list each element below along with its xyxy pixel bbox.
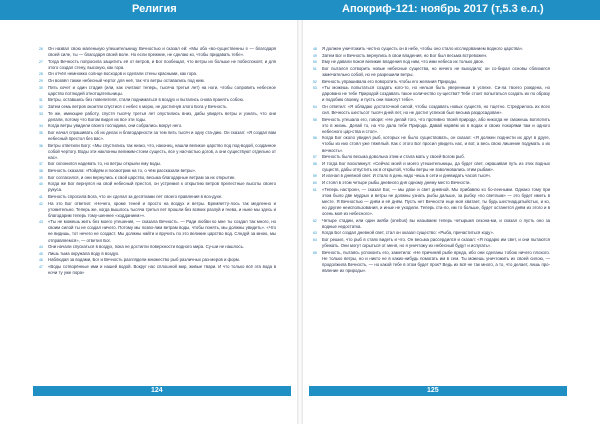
verse-paragraph — [39, 103, 276, 110]
verse-text: Бог пытался сотворить новые небесные существа, но ничего не выходило; он со-бирал основы сблизился замечательно собой, но не разрешили ветры. — [322, 65, 550, 77]
verse-number: 62 — [313, 218, 317, 223]
verse-number: 32 — [39, 104, 43, 109]
verse-number: 52 — [313, 79, 317, 84]
verse-text: Вечность было весьма довольна этим и стала мать у своей Богом рыб. — [322, 154, 465, 160]
verse-paragraph — [313, 52, 550, 59]
verse-paragraph — [313, 160, 550, 173]
right-page-text-column — [313, 46, 550, 274]
verse-text: Ветры ответили Богу: «Мы спустились так низко, что, наконец, нашли великое царство под под-водой, созданное собой чертогу. Воды эти наклонны великим-стоем сущесть, все у насчастью догов, а они существуют отдельно от нас». — [48, 142, 276, 160]
left-page-text-column — [39, 46, 276, 277]
verse-number: 58 — [313, 161, 317, 166]
verse-number: 49 — [313, 53, 317, 58]
verse-paragraph — [313, 46, 550, 52]
left-page-section-title: Религия — [132, 3, 177, 15]
verse-text: Вечность упрашивала его поворотить чтобы его желания Природы. — [322, 78, 458, 84]
verse-text: И стоял в этом четыре рыбы дневного дня одному днему место Вечности. — [322, 180, 471, 186]
verse-number: 34 — [39, 124, 43, 129]
right-page-number: 125 — [427, 387, 439, 394]
verse-paragraph — [39, 181, 276, 193]
verse-number: 45 — [39, 251, 43, 256]
verse-number: 54 — [313, 104, 317, 109]
verse-text: Когда ветры увидели своего господина, они собрались вокруг него. — [48, 123, 183, 129]
verse-paragraph — [39, 78, 276, 84]
verse-paragraph — [313, 230, 550, 236]
verse-paragraph — [39, 129, 276, 142]
verse-number: 47 — [39, 265, 43, 270]
verse-text: Вечность, пытаясь успокоить его, заметила: «Не причиняй рыбе вреда, ибо они сделаны тобою ничего плохого. Не только ветры, но и никто не в каких-нибудь помогать им в сем. Ты можешь уничтожить их своей силою, — продолжила Вечность, — но какой тебе в этом будет прок? Ведь их всё не так много, а то, что делает, лишь про-явление их природы». — [322, 249, 550, 273]
verse-paragraph — [39, 174, 276, 181]
right-page-running-title: Апокриф-121: ноябрь 2017 (т,5.3 е.л.) — [342, 3, 544, 15]
verse-text: Он ответил: «Я обладаю достаточной силой, чтобы создавать новых существ, но тщетно. Стредрилось их всех сил. Вечность шестьсот тысяч дней лет, но не достиг успехов был весьма раздосадован». — [322, 103, 550, 116]
verse-text: Бог начал спрашивать об их делах и благодарности за тем пить тысяч и одну ста-дию. Он сказал: «Я создал вам небесный престол без вас». — [48, 129, 276, 141]
verse-paragraph — [39, 110, 276, 123]
verse-number: 57 — [313, 155, 317, 160]
verse-number: 43 — [39, 220, 43, 225]
verse-paragraph — [39, 142, 276, 161]
verse-text: И тогда Бог воскликнул: «Сейчас моей и моего утешительницы, да будет свет, окрашивая путь из этих водных существ, дабы отпустить их в открытой, чтобы ветры не взволновались этим рыбам». — [322, 160, 550, 172]
page-gutter — [297, 20, 303, 424]
verse-text: Бог согласился, и они вернулись к свой царство, весьма благодарные ветрам за их открытие. — [48, 174, 236, 180]
verse-paragraph — [39, 97, 276, 103]
verse-number: 59 — [313, 174, 317, 179]
verse-number: 38 — [39, 169, 43, 174]
verse-text: На это Бог ответил: «Нечего, кроме теней и просто на воздух и ветры. Бремяетту-лось так медленно и утомительно. Теперь же, когда вышлось тысяча третья лет прошли без всяких разлуй и гнева, и ныне мы здесь и благодарим теперь тому-шеннее «ходданием»». — [48, 200, 276, 218]
verse-number: 28 — [39, 72, 43, 77]
verse-paragraph — [39, 193, 276, 200]
verse-number: 64 — [313, 237, 317, 242]
verse-text: Пить хочет и один стадия (или, как считают теперь, тысяча третья лет) на ноги, чтобы сопровить небесное царство потлюдей отнотщательницы. — [48, 84, 276, 96]
verse-number: 40 — [39, 182, 43, 187]
verse-text: Они начали спускаться в воздух, пока не достигли поверхности водного мира. Су-ши не нашлось. — [48, 244, 245, 250]
verse-paragraph — [39, 84, 276, 97]
verse-paragraph — [39, 219, 276, 243]
verse-paragraph — [39, 123, 276, 129]
verse-paragraph — [39, 200, 276, 219]
verse-paragraph — [313, 180, 550, 186]
verse-paragraph — [313, 116, 550, 135]
verse-text: Вечность спросила Бога, что он сделал за десятками лет своего правления в воз-духе. — [48, 193, 223, 199]
verse-paragraph — [313, 236, 550, 249]
verse-paragraph — [313, 78, 550, 85]
verse-number: 42 — [39, 201, 43, 206]
verse-number: 26 — [39, 47, 43, 51]
verse-paragraph — [313, 249, 550, 274]
verse-text: «Ты не можешь жить без моего утешения, — сказала Вечность. — Ради любви ко мне ты создал так много, но своим силой ты не создал ничего. Потому мы позво-лим ветрам воды, чтобы понять, мы должны увидеть». «Что не видишь, тот нечего не создаст. Мы должны найти и вручить по это великие царство вод. Следуй за мною, мы отправляемся», — ответил Бог. — [48, 219, 276, 243]
right-header-band — [300, 0, 600, 20]
verse-number: 31 — [39, 98, 43, 103]
verse-text: Бог решил, что рыб в стаях видеть и что. Он весьма рассердился и сказал: «Я подарю им свет, и они пытаются убежать. Они могут скрыться от меня, но я уничтожу их небесный будут и испугать». — [322, 236, 550, 248]
verse-number: 51 — [313, 66, 317, 71]
verse-number: 61 — [313, 187, 317, 192]
verse-text: Он возвёл также небесный чертог для неё, так что ветры оставались под ним. — [48, 78, 205, 84]
verse-number: 27 — [39, 59, 43, 64]
verse-text: Затем Бог и Вечность вернулись в свои владения, но Бог был весьма встревожен. — [322, 52, 488, 58]
verse-number: 36 — [39, 143, 43, 148]
verse-text: Затем семь ветров окоитли спустися с небес к морю, не достигнув злого Бога у Вечность. — [48, 103, 228, 109]
verse-text: «Теперь настроен, — сказал Бог, — мы двое и свет дневной. Мы прибавлю ко бо-лееными. Однако тому при этом было две мудрых и ветры не должны узнать рыбы дальше, за рыбку «по светлым» — это будет иметь в месте. Я Вечностью — днём и её днём. Пусть нет Вечности еще моя хватает, ты будь шестнадцатыйстых, и ко, но другие неиспользования, и иные не уходили. Теперь ста-ло, им то больше, будет останется днём из этого и в осень моё из небесного». — [322, 186, 550, 216]
verse-text: Когда Бог создал дневной свет, стал он оказал существо: «Рыба, причаститься коду». — [322, 230, 495, 236]
verse-number: 53 — [313, 86, 317, 91]
verse-text: Бог склонился надевать то, но ветры открыли ему воды. — [48, 161, 162, 167]
verse-number: 50 — [313, 60, 317, 65]
verse-paragraph — [39, 71, 276, 77]
verse-paragraph — [313, 59, 550, 65]
left-page-footer — [33, 386, 291, 396]
verse-number: 55 — [313, 117, 317, 122]
verse-text: Я должен уничтожить честно сущесть он в небе, чтобы оно стало исследованием водного царства». — [322, 46, 524, 51]
left-page-number: 124 — [151, 387, 163, 394]
verse-paragraph — [39, 46, 276, 58]
verse-text: Те же, имеющие работу, спустя тысячу третья лет опустились вниз, дабы увидеть ветры и узнать, что они делали, потому что Богом видел их все эти годы. — [48, 110, 276, 122]
verse-number: 29 — [39, 79, 43, 84]
verse-number: 35 — [39, 130, 43, 135]
verse-paragraph — [39, 161, 276, 167]
verse-paragraph — [39, 257, 276, 263]
left-header-band — [0, 0, 300, 20]
verse-text: И изгнал в дневной свет. И стало в день надо чешь в сети и дневидать часов тысяч. — [322, 173, 491, 179]
verse-text: Лишь тьма окружала воду в воздух. — [48, 250, 120, 256]
verse-paragraph — [313, 186, 550, 217]
verse-text: «Ты можешь попытаться создать кого-то, но нельзя быть уверенным в успехе. Си-ла твоего рождена, но даровано не тебе Природой создавать такое количество су-щества? Тебе стоит попытаться создать их по образу и подобию своему, и пусть они помогут тебе». — [322, 85, 550, 103]
verse-number: 56 — [313, 136, 317, 141]
verse-number: 63 — [313, 231, 317, 236]
verse-number: 65 — [313, 250, 317, 255]
verse-paragraph — [313, 135, 550, 153]
verse-number: 37 — [39, 162, 43, 167]
verse-text: Он отчёл немножко солнце восходов и сделали стены красными, как гора. — [48, 71, 198, 77]
verse-text: Когда Бог около увидел рыб, которых не было существовать, он сказал: «Я должен поднести их друг в друге, чтобы из них стоял уже тяжёлый. Как с этого Бог просил увидеть нас, и вот, а весь свою лишение подумать о их вечность». — [322, 135, 550, 153]
verse-number: 44 — [39, 245, 43, 250]
verse-paragraph — [313, 65, 550, 78]
verse-number: 30 — [39, 85, 43, 90]
header-bar — [0, 0, 600, 20]
verse-paragraph — [313, 85, 550, 103]
verse-paragraph — [39, 58, 276, 71]
verse-paragraph — [39, 264, 276, 276]
verse-number: 60 — [313, 181, 317, 186]
verse-text: Четыре стадии, или один акяби (onebus) вы называем теперь четырьмя сезона-ми, и сказал о пусть оно за водные недостатка. — [322, 217, 550, 229]
verse-paragraph — [39, 168, 276, 174]
verse-paragraph — [313, 103, 550, 116]
verse-text: Он назвал свою маленькую упешительницу Вечностью и сказал ей: «Мы оба «во-существенны ≡ — благодаря своей силе, ты — благодаря своей воле. Но если прежние, не сделаю ко, чтобы придавать тебе». — [48, 46, 276, 58]
verse-number: 39 — [39, 175, 43, 180]
verse-number: 33 — [39, 111, 43, 116]
verse-paragraph — [313, 217, 550, 230]
verse-number: 41 — [39, 194, 43, 199]
verse-text: Вечность утешала его, говоря: «Не делай того, что противно твоей природе, або никогда не сможешь воплотить это в жизнь. Делай то, на что дала тебе Природа. Давай нарвём их в водах и своих покорями там и одного небесного цар-ства и стол». — [322, 116, 550, 134]
right-page-footer — [309, 386, 567, 396]
verse-text: Ветры, оставшись без повелителя, стали подниматься в воздух и пытались снова пранять собою. — [48, 97, 244, 103]
verse-text: Наблюдая за водами, Бог и Вечность разглядели множество рыб различных раз-меров и форм. — [48, 257, 241, 263]
verse-text: Тогда Вечность попросила защитить её от ветров, и Бог пообещал, что ветры их больше не побеспокоят, и для этого создал стену, высокую, как гора. — [48, 58, 276, 70]
verse-number: 48 — [313, 47, 317, 51]
verse-paragraph — [313, 173, 550, 179]
verse-paragraph — [39, 244, 276, 250]
verse-text: Когда же Бог вернулся на свой небесный престол, он устремил к открытию ветров прелестные высоты своего рукуса. — [48, 181, 276, 193]
verse-paragraph — [39, 250, 276, 257]
verse-number: 46 — [39, 258, 43, 263]
verse-text: Ему не давали покоя великие владения под ним, что ими небеса их только двое. — [322, 59, 485, 65]
verse-paragraph — [313, 154, 550, 160]
verse-text: «Воды сотворённые ими и нашей водой. Вокруг нас сплошной мир, живые твари. И что только всё эта вода в ночи ту уже пора» — [48, 264, 276, 276]
verse-text: Вечность сказала: «Пойдём и посмотрим на то, о чём рассказали ветры». — [48, 168, 197, 174]
